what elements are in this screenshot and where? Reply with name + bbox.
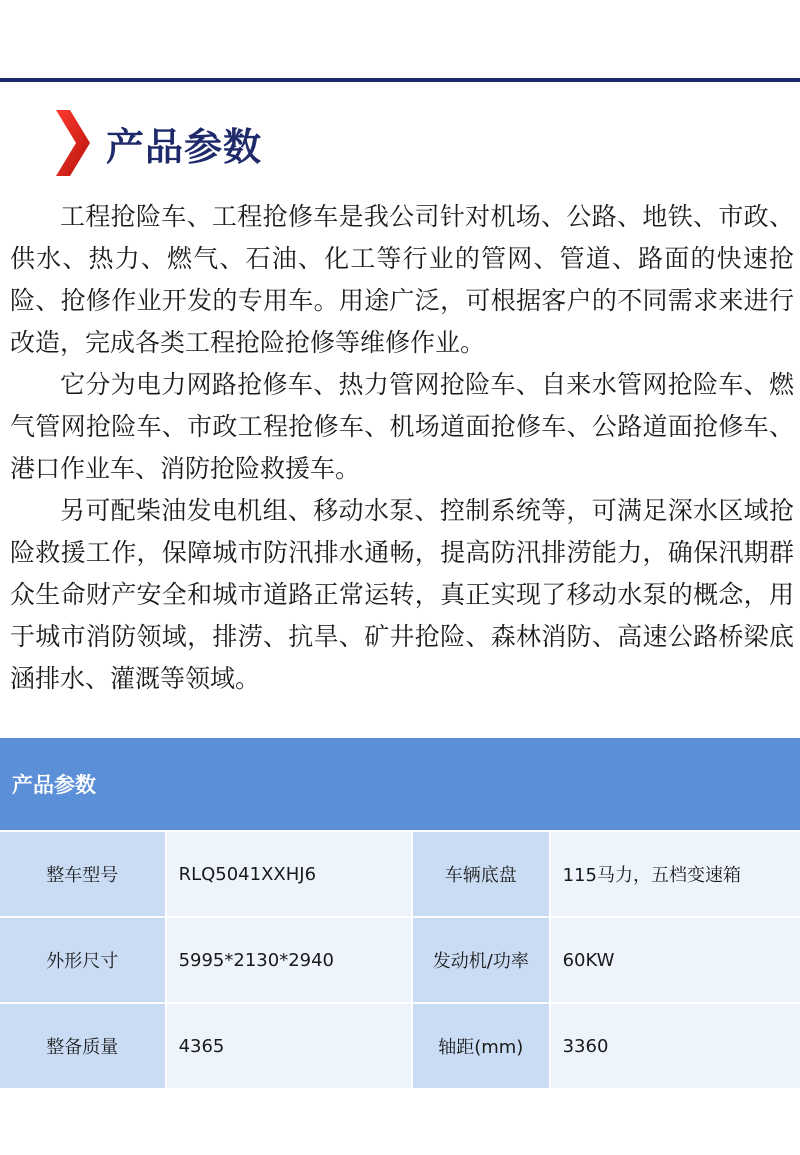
param-value: 5995*2130*2940 — [167, 918, 411, 1002]
param-label: 轴距(mm) — [413, 1004, 549, 1088]
intro-paragraph: 它分为电力网路抢修车、热力管网抢险车、自来水管网抢险车、燃气管网抢险车、市政工程抢修车、机场道面抢修车、公路道面抢修车、港口作业车、消防抢险救援车。 — [10, 370, 794, 483]
section-heading — [56, 110, 262, 176]
param-value: RLQ5041XXHJ6 — [167, 832, 411, 916]
top-divider — [0, 78, 800, 82]
parameter-table — [0, 738, 800, 1088]
table-row — [0, 918, 800, 1002]
param-label: 整备质量 — [0, 1004, 165, 1088]
intro-text — [10, 196, 794, 700]
param-label: 发动机/功率 — [413, 918, 549, 1002]
param-label: 车辆底盘 — [413, 832, 549, 916]
chevron-right-icon — [56, 110, 90, 176]
table-header — [0, 738, 800, 830]
intro-paragraph: 工程抢险车、工程抢修车是我公司针对机场、公路、地铁、市政、供水、热力、燃气、石油、化工等行业的管网、管道、路面的快速抢险、抢修作业开发的专用车。用途广泛，可根据客户的不同需求来进行改造，完成各类工程抢险抢修等维修作业。 — [10, 202, 794, 357]
page-title: 产品参数 — [106, 124, 263, 169]
table-title: 产品参数 — [12, 773, 96, 797]
intro-paragraph: 另可配柴油发电机组、移动水泵、控制系统等，可满足深水区域抢险救援工作，保障城市防汛排水通畅，提高防汛排涝能力，确保汛期群众生命财产安全和城市道路正常运转，真正实现了移动水泵的概念，用于城市消防领域，排涝、抗旱、矿井抢险、森林消防、高速公路桥梁底涵排水、灌溉等领域。 — [10, 496, 794, 693]
param-value: 3360 — [551, 1004, 800, 1088]
param-value: 60KW — [551, 918, 800, 1002]
table-row — [0, 1004, 800, 1088]
param-label: 外形尺寸 — [0, 918, 165, 1002]
param-value: 115马力，五档变速箱 — [551, 832, 800, 916]
param-value: 4365 — [167, 1004, 411, 1088]
table-row — [0, 832, 800, 916]
param-label: 整车型号 — [0, 832, 165, 916]
